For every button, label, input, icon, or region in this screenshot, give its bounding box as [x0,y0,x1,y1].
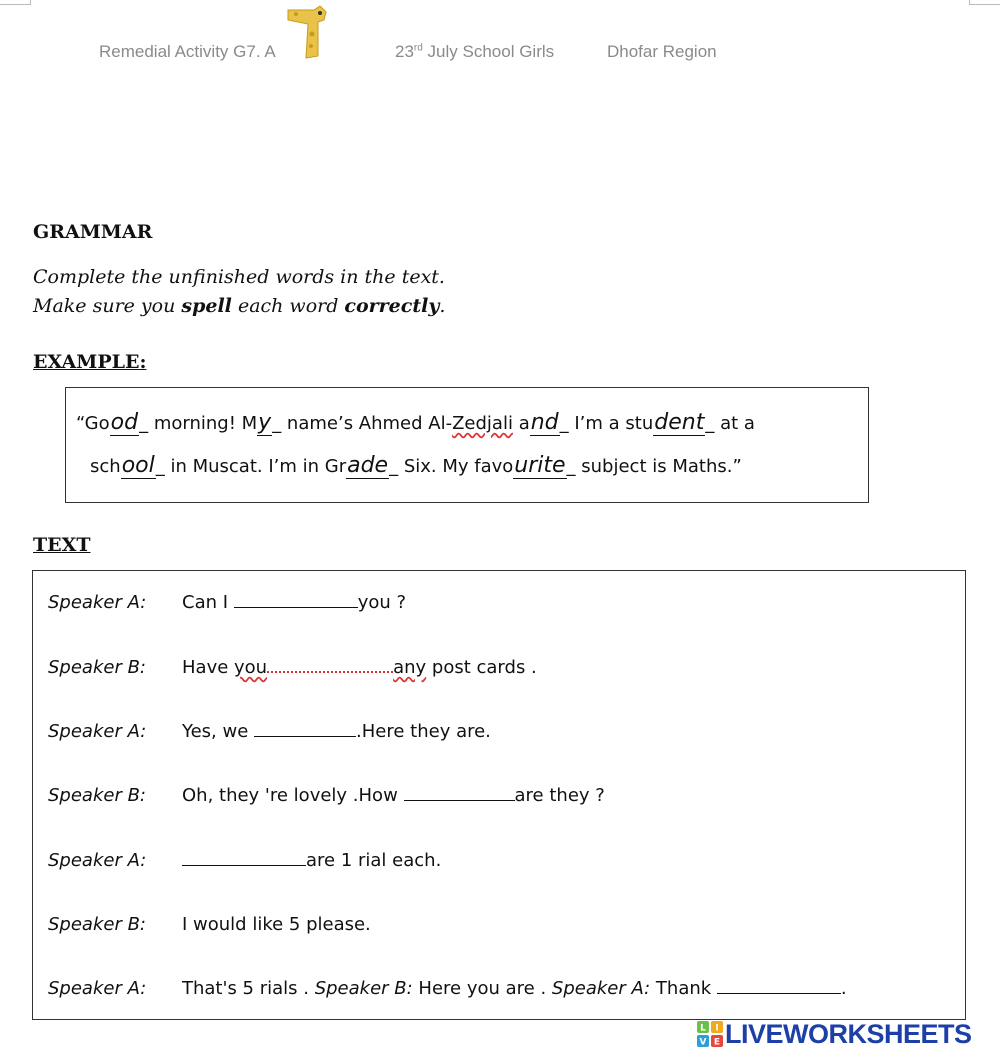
handwritten-answer: dent [654,410,705,435]
example-line-1: “Good_ morning! My_ name’s Ahmed Al-Zedjali and_ I’m a student_ at a [76,410,755,435]
page-corner-right [969,0,1000,5]
text-box [32,570,966,1020]
example-line-2: school_ in Muscat. I’m in Grade_ Six. My favourite_ subject is Maths.” [90,453,742,478]
handwritten-answer: urite [514,453,566,478]
answer-blank[interactable] [404,786,515,801]
answer-blank[interactable] [267,657,393,673]
page-corner-left [0,0,31,5]
answer-blank[interactable] [234,593,358,608]
handwritten-answer: od [110,410,139,435]
handwritten-answer: nd [530,410,559,435]
svg-text:V: V [699,1037,707,1047]
liveworksheets-brand: LIVEWORKSHEETS [725,1019,972,1049]
instruction-2: Make sure you spell each word correctly. [33,295,446,317]
handwritten-answer: y [258,410,272,435]
dialogue-row: Speaker A: Can I you ? [48,592,407,613]
dialogue-row: Speaker B: Have you any post cards . [48,657,537,678]
header-activity: Remedial Activity G7. A [99,42,276,61]
header-region: Dhofar Region [607,42,717,61]
example-heading: EXAMPLE: [33,351,147,373]
answer-blank[interactable] [182,851,306,866]
dialogue-row: Speaker A: are 1 rial each. [48,850,442,871]
liveworksheets-icon [697,1021,723,1047]
answer-blank[interactable] [254,722,356,737]
svg-text:I: I [715,1023,719,1034]
dialogue-row: Speaker B: I would like 5 please. [48,914,371,935]
answer-blank[interactable] [717,979,841,994]
header-school: 23rd July School Girls [395,42,555,61]
liveworksheets-logo[interactable] [697,1019,997,1049]
svg-text:L: L [700,1023,706,1034]
handwritten-answer: ade [347,453,389,478]
svg-text:E: E [713,1037,721,1047]
handwritten-answer: ool [121,453,155,478]
dialogue-row: Speaker A: That's 5 rials . Speaker B: Here you are . Speaker A: Thank . [48,978,847,999]
text-heading: TEXT [33,534,91,556]
dialogue-row: Speaker B: Oh, they 're lovely .How are they ? [48,785,605,806]
instruction-1: Complete the unfinished words in the text. [33,266,445,288]
giraffe-icon [284,4,330,60]
grammar-heading: GRAMMAR [33,221,153,243]
dialogue-row: Speaker A: Yes, we .Here they are. [48,721,491,742]
example-box [65,387,869,503]
